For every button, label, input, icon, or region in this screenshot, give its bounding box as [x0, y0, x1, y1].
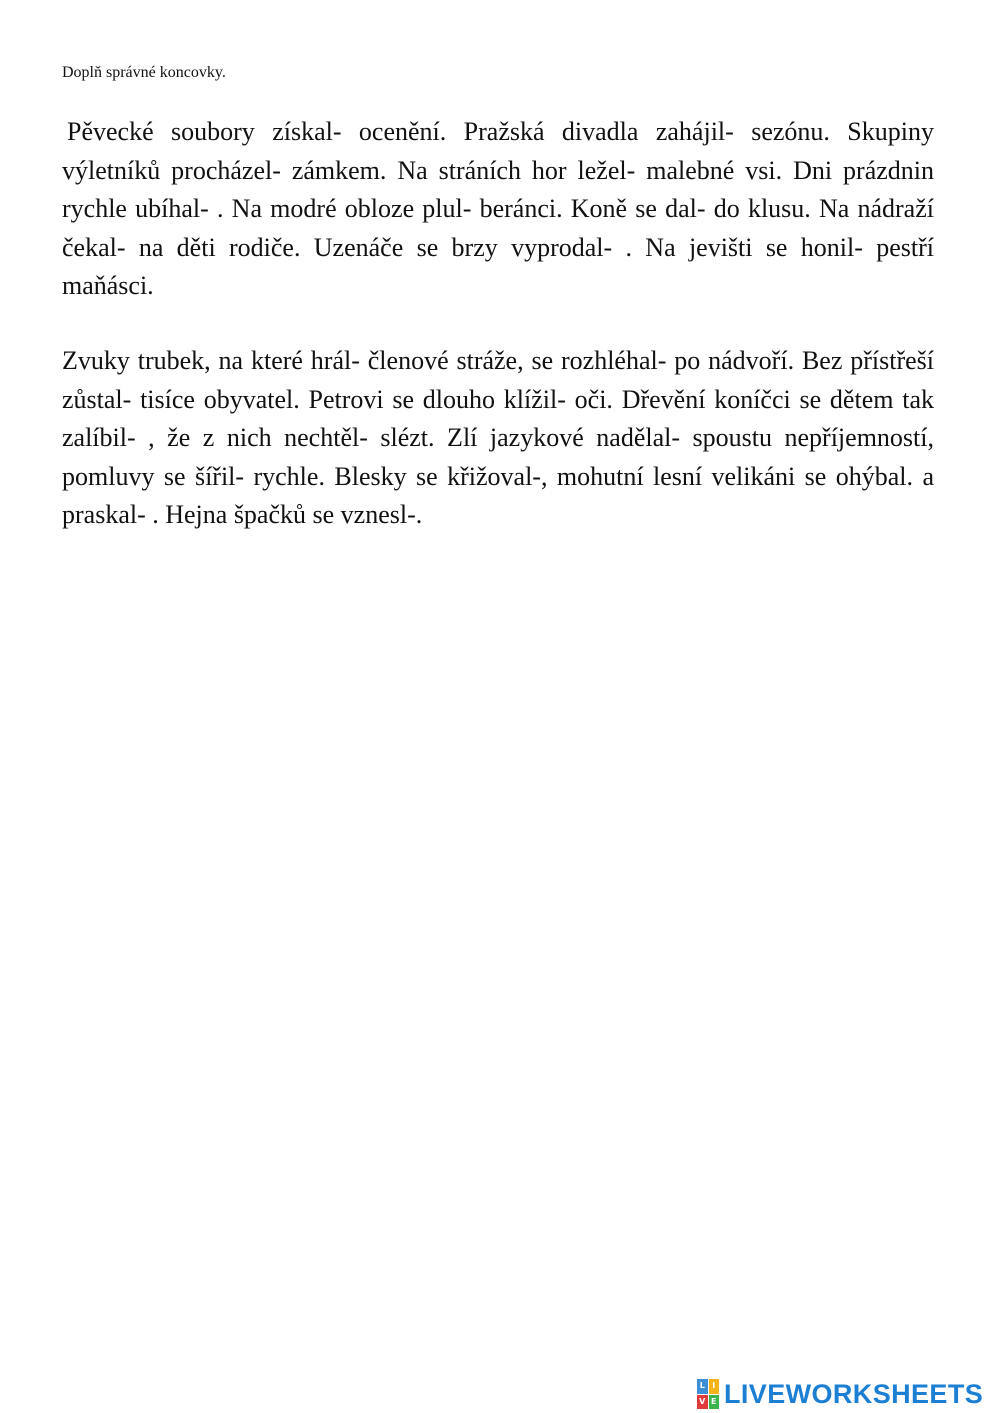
logo-letter: L — [697, 1379, 708, 1394]
logo-letter: V — [697, 1395, 708, 1410]
liveworksheets-logo-icon — [697, 1379, 719, 1409]
liveworksheets-brand[interactable] — [697, 1377, 983, 1411]
logo-letter: I — [709, 1379, 720, 1394]
exercise-paragraph-2: Zvuky trubek, na které hrál- členové stráže, se rozhléhal- po nádvoří. Bez přístřeší zůstal- tisíce obyvatel. Petrovi se dlouho klížil- oči. Dřevění koníčci se dětem tak zalíbil- , že z nich nechtěl- slézt. Zlí jazykové nadělal- spoustu nepříjemností, pomluvy se šířil- rychle. Blesky se křižoval-, mohutní lesní velikáni se ohýbal. a praskal- . Hejna špačků se vznesl-. — [62, 346, 934, 529]
exercise-paragraph-1: Pěvecké soubory získal- ocenění. Pražská divadla zahájil- sezónu. Skupiny výletníků procházel- zámkem. Na stráních hor ležel- malebné vsi. Dni prázdnin rychle ubíhal- . Na modré obloze plul- beránci. Koně se dal- do klusu. Na nádraží čekal- na děti rodiče. Uzenáče se brzy vyprodal- . Na jevišti se honil- pestří maňásci. — [62, 117, 934, 300]
logo-letter: E — [709, 1395, 720, 1410]
instruction-text: Doplň správné koncovky. — [62, 64, 226, 81]
liveworksheets-wordmark: LIVEWORKSHEETS — [724, 1379, 984, 1409]
